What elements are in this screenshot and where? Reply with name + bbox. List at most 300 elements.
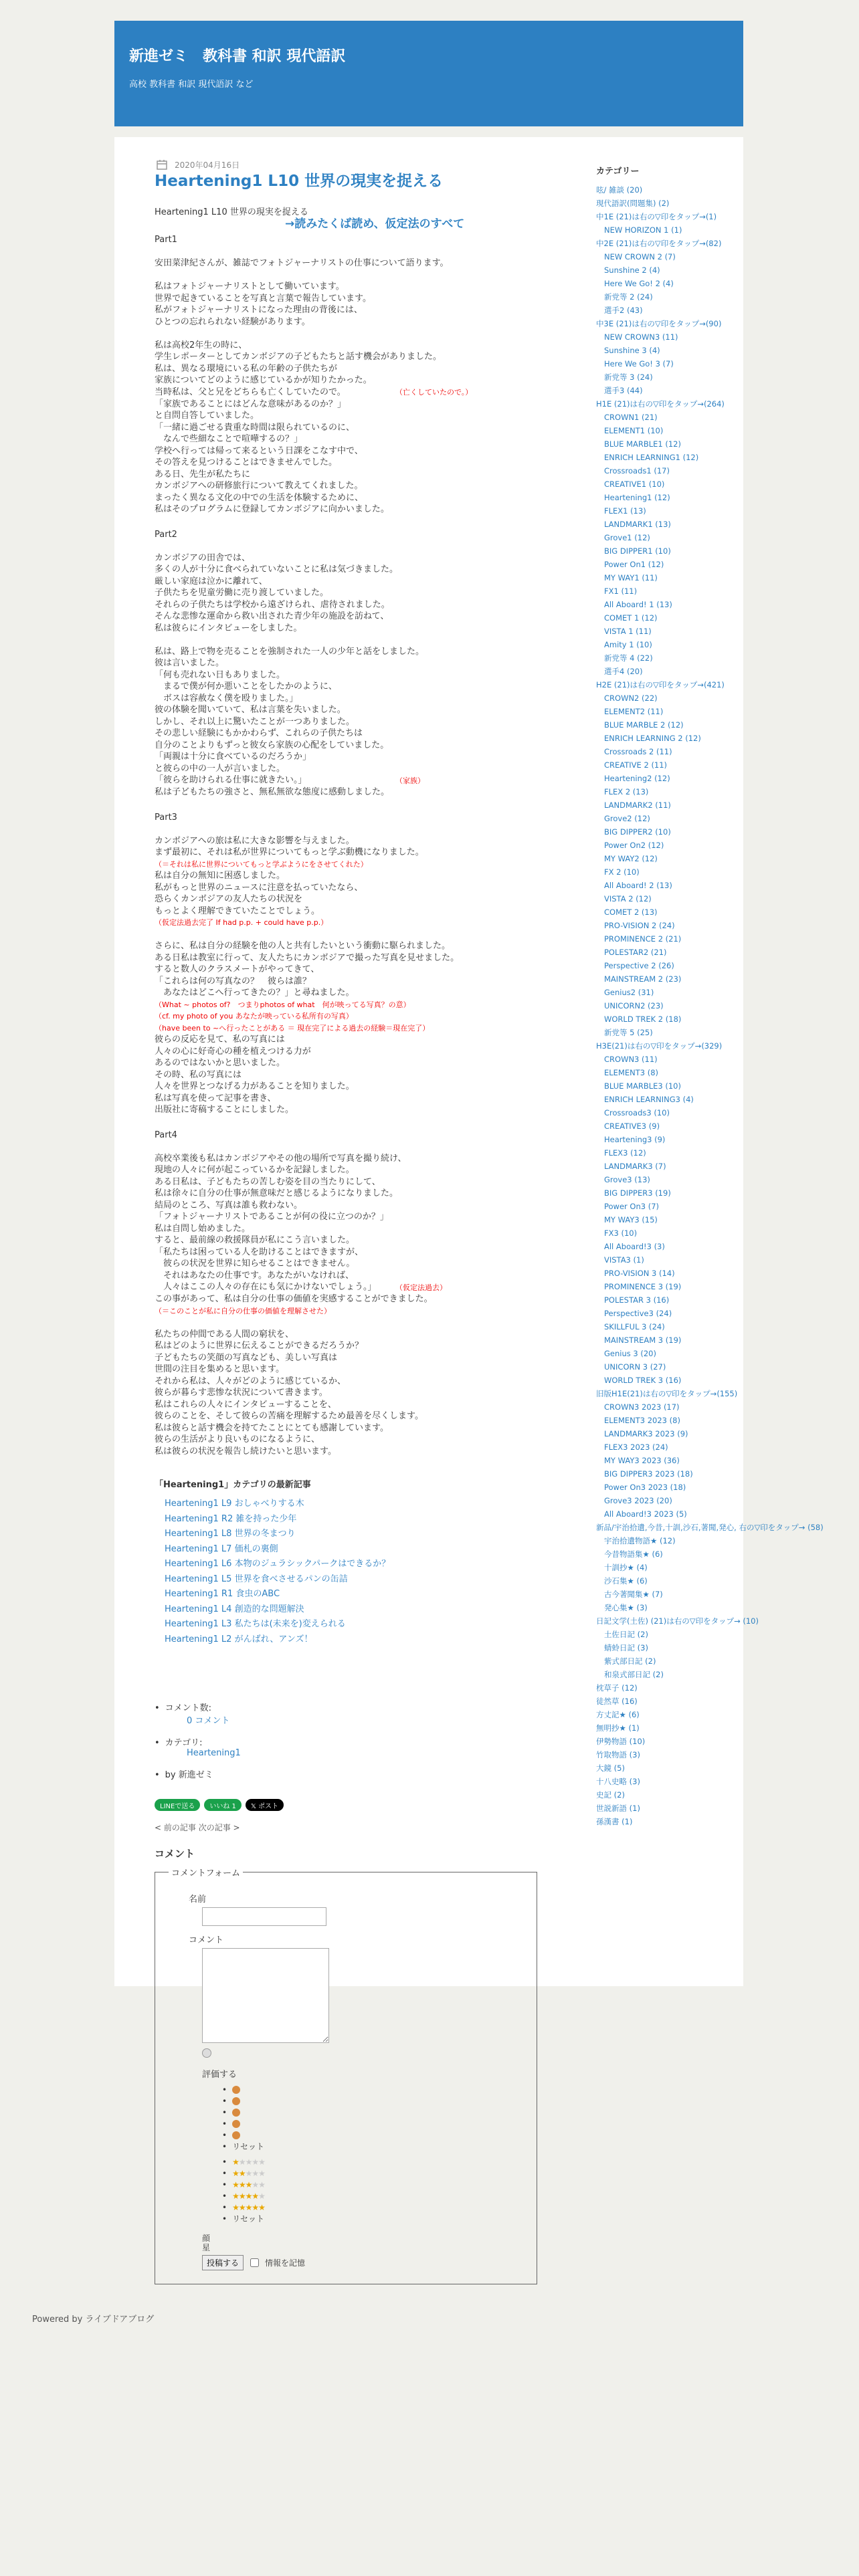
star-rating-list	[222, 2156, 523, 2224]
entry-line: それらの子供たちは学校から遠ざけられ、虐待されました。	[155, 599, 390, 610]
entry-line: すると数人のクラスメートがやってきて、	[155, 964, 320, 974]
sidebar-category-link[interactable]: Heartening1 (12)	[604, 493, 670, 502]
sidebar-category-link[interactable]: ENRICH LEARNING 2 (12)	[604, 734, 701, 743]
sidebar-category-link[interactable]: 日記文学(土佐) (21)は右の▽印をタップ→ (10)	[596, 1616, 759, 1626]
sidebar-category-link[interactable]: Heartening3 (9)	[604, 1135, 666, 1144]
entry-annotation: （仮定法過去）	[395, 1283, 447, 1292]
sidebar-category-link[interactable]: Sunshine 2 (4)	[604, 265, 660, 275]
entry-line: 出版社に寄稿することにしました。	[155, 1105, 294, 1115]
sidebar-category-link[interactable]: 和泉式部日記 (2)	[604, 1670, 664, 1679]
sidebar-category-link[interactable]: Perspective 2 (26)	[604, 961, 674, 970]
sidebar-category-link[interactable]: WORLD TREK 3 (16)	[604, 1376, 682, 1385]
sidebar-category-link[interactable]: 選手4 (20)	[604, 667, 643, 676]
sidebar-category-link[interactable]: Power On2 (12)	[604, 841, 664, 850]
sidebar-category-link[interactable]: Grove3 2023 (20)	[604, 1496, 672, 1505]
face-icon	[232, 2086, 240, 2094]
sidebar-category-link[interactable]: 史記 (2)	[596, 1790, 625, 1800]
sidebar-category-link[interactable]: CREATIVE1 (10)	[604, 479, 665, 489]
entry-line: 彼らのことを、そして彼らの苦痛を理解するため最善を尽くします。	[155, 1411, 423, 1421]
entry-line: この事があって、私は自分の仕事の価値を実感することができました。	[155, 1294, 433, 1304]
face-option[interactable]	[222, 2095, 523, 2107]
sidebar-category-link[interactable]: UNICORN 3 (27)	[604, 1362, 666, 1372]
sidebar-category-link[interactable]: BLUE MARBLE 2 (12)	[604, 720, 684, 730]
comment-form	[155, 1866, 537, 2284]
entry-line: 人々はここの人々の存在にも気にかけないでしょう。」	[155, 1282, 377, 1292]
entry-title[interactable]: Heartening1 L10 世界の現実を捉える	[155, 173, 444, 190]
related-article-link[interactable]: Heartening1 L5 世界を食べさせるパンの缶詰	[165, 1574, 348, 1584]
sidebar-category-link[interactable]: 新品/宇治拾遺,今昔,十訓,沙石,著聞,発心, 右の▽印をタップ→ (58)	[596, 1523, 824, 1532]
sidebar-category-link[interactable]: Grove1 (12)	[604, 533, 650, 542]
sidebar-category-link[interactable]: MAINSTREAM 2 (23)	[604, 974, 682, 984]
sidebar-category-link[interactable]: 伊勢物語 (10)	[596, 1737, 646, 1746]
sidebar-category-link[interactable]: BIG DIPPER3 (19)	[604, 1188, 671, 1198]
sidebar-category-link[interactable]: MY WAY2 (12)	[604, 854, 658, 863]
entry-line	[155, 823, 543, 835]
sidebar-category-link[interactable]: 蜻蛉日記 (3)	[604, 1643, 648, 1652]
entry-line: そんな悲惨な運命から救い出された青少年の施設を訪ねて、	[155, 611, 389, 621]
sidebar-category-link[interactable]: 旧版H1E(21)は右の▽印をタップ→(155)	[596, 1389, 738, 1398]
entry-line: ボスは容赦なく僕を殴りました。」	[155, 693, 298, 704]
entry-line: 世間の注目を集めると思います。	[155, 1364, 284, 1374]
like-button[interactable]: いいね 1	[204, 1799, 242, 1811]
sidebar-category-link[interactable]: MY WAY3 (15)	[604, 1215, 658, 1224]
sidebar-category-link[interactable]: Crossroads 2 (11)	[604, 747, 672, 756]
meta-category-link[interactable]: Heartening1	[187, 1748, 241, 1758]
next-article-link[interactable]: 次の記事 >	[198, 1823, 240, 1832]
entry-line: 恐らくカンボジアの友人たちの状況を	[155, 894, 303, 904]
entry-line: 私はフォトジャーナリストとして働いています。	[155, 282, 345, 292]
sidebar-category-link[interactable]: PRO-VISION 3 (14)	[604, 1269, 675, 1278]
sidebar-category-link[interactable]: Here We Go! 2 (4)	[604, 279, 674, 288]
sidebar-category-link[interactable]: 呟/ 雑談 (20)	[596, 185, 643, 195]
entry-line: 「一緒に過ごせる貴重な時間は限られているのに、	[155, 422, 355, 433]
entry-line: 子供たちを児童労働に売り渡していました。	[155, 588, 329, 598]
sidebar-category-link[interactable]: CROWN1 (21)	[604, 413, 658, 422]
entry-line: 厳しい家庭は泣かに離れて、	[155, 576, 268, 586]
sidebar-category-link[interactable]: All Aboard!3 2023 (5)	[604, 1509, 687, 1519]
sidebar-category-link[interactable]: 十訓抄★ (4)	[604, 1563, 648, 1572]
sidebar-category-link[interactable]: H1E (21)は右の▽印をタップ→(264)	[596, 399, 725, 409]
sidebar-category-link[interactable]: CROWN3 2023 (17)	[604, 1402, 680, 1412]
face-rating-list	[222, 2084, 523, 2152]
star-icon: • ★★★★★	[232, 2191, 265, 2201]
entry-line: Part3	[155, 812, 177, 823]
entry-line: 人々を世界とつなげる力があることを知りました。	[155, 1081, 355, 1091]
entry-line: その答えを見つけることはできませんでした。	[155, 457, 338, 467]
related-article-link[interactable]: Heartening1 R1 食虫のABC	[165, 1589, 280, 1599]
entry-line: 自分のことよりもずっと彼女ら家族の心配をしていました。	[155, 740, 389, 750]
face-option[interactable]	[222, 2084, 523, 2095]
sidebar-category-link[interactable]: Crossroads1 (17)	[604, 466, 670, 475]
entry-line: 私は彼らの状況を報告し続けたいと思います。	[155, 1446, 337, 1457]
entry-line: その悲しい経験にもかかわらず、これらの子供たちは	[155, 728, 363, 738]
entry-line: 「両親は十分に食べているのだろうか」	[155, 752, 312, 762]
sidebar-category-link[interactable]: VISTA 1 (11)	[604, 627, 652, 636]
sidebar-category-link[interactable]: 中3E (21)は右の▽印をタップ→(90)	[596, 319, 722, 328]
sidebar-category-link[interactable]: MY WAY3 2023 (36)	[604, 1456, 680, 1465]
sidebar-category-link[interactable]: Power On3 2023 (18)	[604, 1483, 686, 1492]
category-list	[596, 183, 824, 1828]
entry-line: カンボジアの田舎では、	[155, 552, 251, 563]
entry-line: 世界で起きていることを写真と言葉で報告しています。	[155, 293, 371, 304]
entry-line: 安田菜津紀さんが、雑誌でフォトジャーナリストの仕事について語ります。	[155, 258, 449, 268]
sidebar-category-link[interactable]: COMET 1 (12)	[604, 613, 658, 623]
entry-line: あなたはどこへ行ってきたの？」と尋ねました。	[155, 988, 355, 998]
sidebar-category-link[interactable]: H2E (21)は右の▽印をタップ→(421)	[596, 680, 725, 689]
entry-line: 「これらは何の写真なの？ 彼らは誰？	[155, 976, 312, 986]
face-icon	[232, 2097, 240, 2105]
sidebar-category-link[interactable]: FLEX3 (12)	[604, 1148, 646, 1158]
entry-line: すると、最前線の救援隊員が私にこう言いました。	[155, 1235, 355, 1245]
entry-line: （仮定法過去完了 If had p.p. + could have p.p.）	[155, 918, 328, 927]
entry-line: 私は彼らと話す機会を持てたことにとても感謝しています。	[155, 1422, 389, 1433]
star-icon: • ★★★★★	[232, 2202, 265, 2212]
captcha-face: 顔	[202, 2234, 211, 2243]
sidebar-category-link[interactable]: CREATIVE3 (9)	[604, 1121, 660, 1131]
entry-line: 彼らの生活がより良いものになるように、	[155, 1434, 320, 1444]
sidebar-category-link[interactable]: BIG DIPPER2 (10)	[604, 827, 671, 837]
star-option-1[interactable]	[222, 2156, 523, 2167]
star-option-2[interactable]	[222, 2167, 523, 2179]
sidebar-category-link[interactable]: MAINSTREAM 3 (19)	[604, 1335, 682, 1345]
related-list	[155, 1497, 543, 1647]
sidebar-category-link[interactable]: BIG DIPPER1 (10)	[604, 546, 671, 556]
sidebar-category-link[interactable]: 孫漢書 (1)	[596, 1817, 633, 1826]
x-post-button[interactable]: 𝕏 ポスト	[246, 1799, 284, 1811]
sidebar-category-link[interactable]: SKILLFUL 3 (24)	[604, 1322, 665, 1331]
sidebar-category-link[interactable]: All Aboard! 1 (13)	[604, 600, 672, 609]
entry-line: 学生レポーターとしてカンボジアの子どもたちと話す機会がありました。	[155, 352, 442, 362]
face-icon	[232, 2131, 240, 2139]
sidebar-category-link[interactable]: 世説新語 (1)	[596, 1804, 640, 1813]
sidebar-category-link[interactable]: NEW CROWN 2 (7)	[604, 252, 676, 261]
sidebar-category-link[interactable]: FLEX3 2023 (24)	[604, 1442, 668, 1452]
entry-line: カンボジアへの旅は私に大きな影響を与えました。	[155, 835, 355, 846]
sidebar-category-link[interactable]: POLESTAR2 (21)	[604, 948, 667, 957]
sidebar-category-link[interactable]: Perspective3 (24)	[604, 1309, 672, 1318]
entry-lead: Heartening1 L10 世界の現実を捉える	[155, 207, 308, 217]
sidebar-category-link[interactable]: 新党等 3 (24)	[604, 372, 653, 382]
entry-line: まるで僕が何か悪いことをしたかのように、	[155, 681, 337, 691]
name-label: 名前	[189, 1895, 207, 1905]
entry-line: 私は彼らにインタビューをしました。	[155, 623, 302, 633]
star-option-3[interactable]	[222, 2179, 523, 2190]
entry-section	[155, 1130, 543, 1458]
sidebar-category-link[interactable]: 古今著聞集★ (7)	[604, 1590, 663, 1599]
main-content	[155, 157, 543, 2284]
entry-line: 子どもたちの笑顔の写真なども、美しい写真は	[155, 1352, 338, 1363]
sidebar-category-link[interactable]: 発心集★ (3)	[604, 1603, 648, 1612]
sidebar-category-link[interactable]: VISTA3 (1)	[604, 1255, 644, 1265]
sidebar-category-link[interactable]: Genius 3 (20)	[604, 1349, 656, 1358]
sidebar-category-link[interactable]: 新党等 4 (22)	[604, 653, 653, 663]
sidebar-category-link[interactable]: Grove2 (12)	[604, 814, 650, 823]
entry-line: Part2	[155, 529, 177, 540]
sidebar-category-link[interactable]: Grove3 (13)	[604, 1175, 650, 1184]
sidebar-category-link[interactable]: ENRICH LEARNING3 (4)	[604, 1095, 694, 1104]
face-icon	[232, 2120, 240, 2128]
entry-line: 彼らの反応を見て、私の写真には	[155, 1035, 285, 1045]
face-icon	[232, 2109, 240, 2117]
sidebar-category-link[interactable]: 新党等 5 (25)	[604, 1028, 653, 1037]
entry-section	[155, 234, 543, 516]
entry-line: まず最初に、それは私が世界についてもっと学ぶ動機になりました。	[155, 847, 424, 857]
entry-line	[155, 328, 543, 340]
entry-subtitle: →読みたくば読め、仮定法のすべて	[285, 217, 465, 231]
sidebar-category-link[interactable]: Genius2 (31)	[604, 988, 654, 997]
sidebar-category-link[interactable]: PRO-VISION 2 (24)	[604, 921, 675, 930]
sidebar-category-link[interactable]: 選手3 (44)	[604, 386, 643, 395]
entry-annotation: （亡くしていたので。）	[395, 388, 473, 397]
sidebar	[596, 164, 824, 1828]
sidebar-category-link[interactable]: POLESTAR 3 (16)	[604, 1295, 670, 1305]
related-article-link[interactable]: Heartening1 L3 私たちは(未来を)変えられる	[165, 1619, 346, 1629]
meta-comments-label: コメント数:	[165, 1703, 212, 1713]
sidebar-category-link[interactable]: MY WAY1 (11)	[604, 573, 658, 582]
sidebar-category-link[interactable]: Heartening2 (12)	[604, 774, 670, 783]
article-nav	[155, 1822, 543, 1833]
entry-line: （What ~ photos of? つまりphotos of what 何が映ってる写真？の意）	[155, 1000, 411, 1009]
related-article-link[interactable]: Heartening1 L6 本物のジュラシックパークはできるか？	[165, 1559, 391, 1569]
entry-annotation: （家族）	[395, 776, 425, 785]
page-wrapper	[114, 137, 824, 2268]
entry-line: 私は、異なる環境にいる私の年齢の子供たちが	[155, 363, 338, 374]
face-option[interactable]	[222, 2118, 523, 2129]
entry-line: 家族についてどのように感じているかが知りたかった。	[155, 375, 372, 385]
sidebar-category-link[interactable]: 方丈記★ (6)	[596, 1710, 640, 1719]
entry-line: 結局のところ、写真は誰も救わない。	[155, 1200, 303, 1210]
sidebar-category-link[interactable]: 大鏡 (5)	[596, 1763, 625, 1773]
sidebar-category-link[interactable]: 紫式部日記 (2)	[604, 1656, 656, 1666]
sidebar-category-link[interactable]: PROMINENCE 2 (21)	[604, 934, 682, 944]
entry-line: （cf. my photo of you あなたが映っている私所有の写真）	[155, 1012, 353, 1021]
sidebar-category-link[interactable]: UNICORN2 (23)	[604, 1001, 664, 1010]
sidebar-category-link[interactable]: NEW HORIZON 1 (1)	[604, 225, 682, 235]
entry-line	[155, 634, 543, 646]
sidebar-category-link[interactable]: LANDMARK1 (13)	[604, 520, 671, 529]
footer: Powered by ライブドアブログ	[32, 2315, 155, 2325]
sidebar-category-link[interactable]: Sunshine 3 (4)	[604, 346, 660, 355]
site-header	[114, 21, 743, 126]
sidebar-category-link[interactable]: ELEMENT3 2023 (8)	[604, 1416, 680, 1425]
entry-line: 私はどのように世界に伝えることができるだろうか？	[155, 1341, 364, 1351]
sidebar-category-link[interactable]: ENRICH LEARNING1 (12)	[604, 453, 699, 462]
sidebar-category-link[interactable]: 今昔物語集★ (6)	[604, 1549, 663, 1559]
entry-line: 彼らが暮らす悲惨な状況について書きます。	[155, 1388, 328, 1398]
meta-category-label: カテゴリ:	[165, 1738, 203, 1748]
comment-form-legend: コメントフォーム	[171, 1868, 240, 1879]
entry-line: あるのではないかと思いました。	[155, 1058, 286, 1068]
related-heading: 「Heartening1」カテゴリの最新記事	[155, 1480, 311, 1490]
sidebar-category-link[interactable]: NEW CROWN3 (11)	[604, 332, 678, 342]
sidebar-category-link[interactable]: BLUE MARBLE3 (10)	[604, 1081, 681, 1091]
entry-line: それから私は、人々がどのように感じているか、	[155, 1376, 347, 1386]
entry-line: 私は自分の無知に困惑しました。	[155, 871, 286, 881]
star-reset[interactable]: • リセット	[222, 2213, 523, 2224]
entry-line: さらに、私は自分の経験を他の人と共有したいという衝動に駆られました。	[155, 941, 451, 951]
face-option[interactable]	[222, 2107, 523, 2118]
star-icon: • ★★★★★	[232, 2168, 265, 2178]
entry-line: 私は徐々に自分の仕事が無意味だと感じるようになりました。	[155, 1188, 399, 1198]
entry-line: Part1	[155, 235, 177, 245]
entry-line: 当時私は、父と兄をどちらも亡くしていたので。	[155, 387, 346, 397]
comment-textarea[interactable]	[202, 1948, 329, 2043]
sidebar-category-link[interactable]: FLEX 2 (13)	[604, 787, 649, 796]
entry-line: それはあなたの仕事です。あなたがいなければ、	[155, 1270, 354, 1281]
sidebar-category-link[interactable]: Amity 1 (10)	[604, 640, 652, 649]
related-article-link[interactable]: Heartening1 L4 創造的な問題解決	[165, 1604, 304, 1614]
sidebar-category-link[interactable]: All Aboard! 2 (13)	[604, 881, 672, 890]
related-article-link[interactable]: Heartening1 L7 価札の裏側	[165, 1543, 278, 1554]
entry-line: と彼らの中の一人が言いました。	[155, 763, 286, 774]
sidebar-category-link[interactable]: VISTA 2 (12)	[604, 894, 652, 903]
sidebar-category-link[interactable]: 新党等 2 (24)	[604, 292, 653, 302]
entry-line: 私は子どもたちの強さと、無私無欲な態度に感動しました。	[155, 787, 390, 797]
entry-line: 私たちの仲間である人間の窮状を、	[155, 1329, 294, 1339]
entry-line: なんで些細なことで喧嘩するの？」	[155, 434, 303, 444]
entry-line	[155, 1141, 543, 1153]
sidebar-category-link[interactable]: BIG DIPPER3 2023 (18)	[604, 1469, 693, 1479]
entry-line: まったく異なる文化の中での生活を体験するために、	[155, 492, 364, 503]
entry-line: 私はこれらの人々にインタビューすることを、	[155, 1399, 337, 1410]
sidebar-category-link[interactable]: Here We Go! 3 (7)	[604, 359, 674, 368]
related-article-link[interactable]: Heartening1 L9 おしゃべりする木	[165, 1499, 304, 1509]
entry-line: （＝それは私に世界についてもっと学ぶようにをさせてくれた）	[155, 859, 368, 869]
sidebar-category-link[interactable]: CROWN2 (22)	[604, 693, 658, 703]
sidebar-category-link[interactable]: BLUE MARBLE1 (12)	[604, 439, 681, 449]
comment-label: コメント	[189, 1935, 224, 1945]
sidebar-category-link[interactable]: Power On1 (12)	[604, 560, 664, 569]
sidebar-category-link[interactable]: 現代語訳(問題集) (2)	[596, 199, 670, 208]
sidebar-category-link[interactable]: 竹取物語 (3)	[596, 1750, 640, 1759]
face-reset[interactable]: • リセット	[222, 2141, 523, 2152]
entry-meta	[155, 1701, 543, 1780]
entry-section	[155, 812, 543, 1116]
sidebar-category-link[interactable]: H3E(21)は右の▽印をタップ→(329)	[596, 1041, 723, 1051]
sidebar-category-link[interactable]: 沙石集★ (6)	[604, 1576, 648, 1586]
line-share-button[interactable]: LINEで送る	[155, 1799, 200, 1811]
face-option[interactable]	[222, 2129, 523, 2141]
prev-article-link[interactable]: < 前の記事	[155, 1823, 196, 1832]
related-article-link[interactable]: Heartening1 L8 世界の冬まつり	[165, 1529, 296, 1539]
entry-section	[155, 529, 543, 798]
sidebar-category-link[interactable]: FLEX1 (13)	[604, 506, 646, 516]
entry-date: 2020年04月16日	[175, 160, 240, 170]
entry-line: 彼は言いました。	[155, 658, 225, 668]
star-icon: • ★★★★★	[232, 2157, 265, 2167]
captcha-labels	[202, 2234, 523, 2252]
star-option-4[interactable]	[222, 2190, 523, 2202]
meta-category	[155, 1735, 543, 1758]
entry-line: その時、私の写真には	[155, 1069, 242, 1080]
emoji-icon[interactable]	[202, 2048, 211, 2058]
sidebar-category-link[interactable]: Crossroads3 (10)	[604, 1108, 670, 1117]
sidebar-category-link[interactable]: 十八史略 (3)	[596, 1777, 640, 1786]
entry-line: 私は、路上で物を売ることを強制された一人の少年と話をしました。	[155, 646, 425, 657]
meta-comments-link[interactable]: 0 コメント	[187, 1716, 230, 1726]
related-article-link[interactable]: Heartening1 L2 がんばれ、アンズ！	[165, 1634, 313, 1644]
submit-row	[202, 2255, 523, 2270]
sidebar-category-link[interactable]: LANDMARK3 (7)	[604, 1162, 666, 1171]
entry-line: 学校へ行っては帰って来るという日課をこなす中で、	[155, 445, 363, 456]
entry-line: 私は写真を使って記事を書き、	[155, 1093, 276, 1103]
site-description: 高校 教科書 和訳 現代語訳 など	[129, 80, 254, 90]
rate-label: 評価する	[202, 2070, 237, 2080]
sidebar-category-link[interactable]: WORLD TREK 2 (18)	[604, 1014, 682, 1024]
entry-line: 現地の人々に何が起こっているかを記録しました。	[155, 1165, 355, 1175]
sidebar-category-link[interactable]: CREATIVE 2 (11)	[604, 760, 668, 770]
sidebar-category-link[interactable]: 宇治拾遺物語★ (12)	[604, 1536, 676, 1545]
sidebar-category-link[interactable]: PROMINENCE 3 (19)	[604, 1282, 682, 1291]
sidebar-category-link[interactable]: All Aboard!3 (3)	[604, 1242, 665, 1251]
entry-line	[155, 540, 543, 552]
sidebar-category-link[interactable]: 中2E (21)は右の▽印をタップ→(82)	[596, 239, 722, 248]
sidebar-category-link[interactable]: FX1 (11)	[604, 586, 638, 596]
sidebar-category-link[interactable]: Power On3 (7)	[604, 1202, 660, 1211]
sidebar-category-link[interactable]: ELEMENT2 (11)	[604, 707, 664, 716]
sidebar-category-link[interactable]: ELEMENT1 (10)	[604, 426, 664, 435]
entry-line: Part4	[155, 1130, 177, 1140]
entry-line: 私がフォトジャーナリストになった理由の背後には、	[155, 305, 363, 315]
entry-line: 「家族であることにはどんな意味があるのか？」	[155, 399, 347, 409]
sidebar-category-link[interactable]: 枕草子 (12)	[596, 1683, 638, 1693]
sidebar-category-link[interactable]: 中1E (21)は右の▽印をタップ→(1)	[596, 212, 717, 221]
emoji-button-row	[202, 2048, 523, 2060]
share-buttons	[155, 1799, 543, 1811]
remember-label: 情報を記憶	[265, 2258, 306, 2268]
star-icon: • ★★★★★	[232, 2179, 265, 2189]
entry-line: 「私たちは困っている人を助けることはできますが、	[155, 1247, 364, 1257]
sidebar-category-link[interactable]: 選手2 (43)	[604, 306, 643, 315]
star-option-5[interactable]	[222, 2202, 523, 2213]
entry-line: 人々の心に好奇心の種を植えつける力が	[155, 1046, 311, 1057]
meta-comments	[155, 1701, 543, 1726]
sidebar-category-link[interactable]: FX 2 (10)	[604, 867, 640, 877]
remember-checkbox[interactable]	[250, 2258, 259, 2267]
entry-line	[155, 246, 543, 258]
captcha-star: 星	[202, 2243, 211, 2252]
entry-line: 私は自問し始めました。	[155, 1223, 251, 1234]
entry-line: と自問自答していました。	[155, 411, 260, 421]
sidebar-category-link[interactable]: 土佐日記 (2)	[604, 1630, 648, 1639]
site-title[interactable]: 新進ゼミ 教科書 和訳 現代語訳	[129, 48, 346, 65]
entry-line: カンボジアへの研修旅行について教えてくれました。	[155, 481, 363, 491]
entry-line: ある日、先生が私たちに	[155, 469, 251, 479]
name-input[interactable]	[202, 1907, 326, 1926]
entry-line: 「何も売れない日もありました。	[155, 669, 286, 680]
comment-heading: コメント	[155, 1848, 195, 1860]
entry-sections	[155, 234, 543, 1457]
submit-button[interactable]: 投稿する	[202, 2255, 244, 2270]
entry-line: しかし、それ以上に驚いたことが一つありました。	[155, 716, 355, 727]
entry-line: 彼らの状況を世界に知らせることはできません。	[155, 1259, 355, 1269]
sidebar-category-link[interactable]: 徒然草 (16)	[596, 1697, 638, 1706]
entry-line: ひとつの忘れられない経験があります。	[155, 316, 310, 327]
sidebar-category-link[interactable]: CROWN3 (11)	[604, 1055, 658, 1064]
sidebar-category-link[interactable]: COMET 2 (13)	[604, 907, 658, 917]
sidebar-category-link[interactable]: LANDMARK2 (11)	[604, 800, 671, 810]
sidebar-category-link[interactable]: 無明抄★ (1)	[596, 1723, 640, 1733]
entry-line: もっとよく理解できていたことでしょう。	[155, 905, 320, 916]
entry-line: ある日私は教室に行って、友人たちにカンボジアで撮った写真を見せました。	[155, 952, 460, 963]
related-article-link[interactable]: Heartening1 R2 雑を持った少年	[165, 1513, 297, 1524]
sidebar-category-link[interactable]: FX3 (10)	[604, 1228, 638, 1238]
entry-line: 多くの人が十分に食べられていないことに私は気づきました。	[155, 564, 399, 574]
sidebar-category-link[interactable]: ELEMENT3 (8)	[604, 1068, 659, 1077]
entry-line: （have been to ~へ行ったことがある ＝ 現在完了による過去の経験＝現在完了）	[155, 1023, 430, 1033]
sidebar-category-link[interactable]: LANDMARK3 2023 (9)	[604, 1429, 688, 1438]
sidebar-heading: カテゴリー	[596, 167, 640, 177]
